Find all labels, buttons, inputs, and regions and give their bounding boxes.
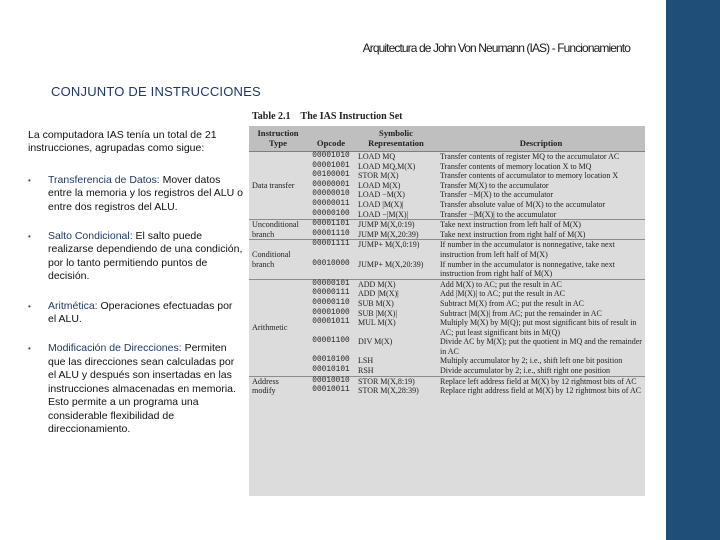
bullet-dot-icon: •	[28, 175, 31, 185]
table-row	[249, 386, 645, 396]
description-cell: Take next instruction from right half of M(X)	[440, 229, 586, 239]
table-row	[249, 309, 645, 319]
symbol-cell: JUMP M(X,0:19)	[355, 220, 437, 230]
description-cell: Replace left address field at M(X) by 12 rightmost bits of AC	[437, 376, 645, 386]
table-row	[249, 230, 645, 240]
description-cell: Subtract |M(X)| from AC; put the remainder in AC	[440, 308, 602, 318]
opcode-cell: 00001110	[312, 229, 350, 238]
symbol-cell: LOAD −M(X)	[358, 190, 405, 200]
symbol-cell: SUB |M(X)|	[358, 308, 397, 318]
symbol-cell: JUMP+ M(X,0:19)	[355, 240, 437, 260]
table-row	[249, 240, 645, 260]
opcode-cell: 00000101	[307, 279, 355, 289]
opcode-cell: 00001000	[312, 308, 350, 317]
section-subtitle: CONJUNTO DE INSTRUCCIONES	[51, 84, 261, 99]
header-symbolic-representation: Symbolic Representation	[355, 126, 437, 152]
table-caption-title: The IAS Instruction Set	[300, 111, 403, 122]
ias-instruction-table-figure	[249, 108, 645, 496]
description-cell: Multiply M(X) by M(Q); put most significant bits of result in AC; put least significant bits in M(Q)	[440, 318, 637, 337]
bullet-dot-icon: •	[28, 344, 31, 354]
instruction-type-cell: Unconditional branch	[249, 220, 307, 240]
description-cell: If number in the accumulator is nonnegative, take next instruction from left half of M(X)	[437, 240, 645, 260]
left-text-column	[28, 129, 243, 452]
header-opcode: Opcode	[307, 126, 355, 152]
instruction-group-item	[28, 230, 243, 284]
instruction-type-cell: Address modify	[249, 376, 307, 396]
symbol-cell: JUMP+ M(X,20:39)	[358, 259, 424, 269]
table-row	[249, 152, 645, 162]
bullet-dot-icon: •	[28, 232, 31, 242]
opcode-cell: 00001111	[307, 240, 355, 260]
table-row	[249, 200, 645, 210]
instruction-group-list	[28, 174, 243, 437]
table-row	[249, 366, 645, 376]
description-cell: Take next instruction from left half of M(X)	[437, 220, 645, 230]
description-cell: Transfer absolute value of M(X) to the accumulator	[440, 199, 606, 209]
opcode-cell: 00000111	[312, 289, 350, 298]
description-cell: Transfer −|M(X)| to the accumulator	[440, 209, 557, 219]
table-row	[249, 171, 645, 181]
table-row	[249, 279, 645, 289]
opcode-cell: 00010000	[312, 259, 350, 268]
table-row	[249, 220, 645, 230]
bullet-label: Modificación de Direcciones:	[48, 342, 182, 355]
symbol-cell: DIV M(X)	[358, 337, 393, 347]
bullet-text: Operaciones efectuadas por el ALU.	[48, 299, 233, 326]
table-row	[249, 210, 645, 220]
slide-title: Arquitectura de John Von Neumann (IAS) - Funcionamiento	[362, 41, 630, 55]
description-cell: Transfer contents of memory location X to MQ	[440, 161, 592, 171]
symbol-cell: SUB M(X)	[358, 298, 394, 308]
symbol-cell: RSH	[358, 366, 374, 376]
table-row	[249, 318, 645, 337]
bullet-dot-icon: •	[28, 301, 31, 311]
bullet-label: Salto Condicional:	[48, 230, 133, 243]
table-header-row	[249, 126, 645, 152]
instruction-type-cell: Arithmetic	[249, 279, 307, 376]
table-row	[249, 162, 645, 172]
description-cell: Transfer −M(X) to the accumulator	[440, 190, 554, 200]
symbol-cell: ADD |M(X)|	[358, 289, 399, 299]
instruction-type-cell: Conditional branch	[249, 240, 307, 279]
symbol-cell: LOAD M(X)	[358, 180, 401, 190]
opcode-cell: 00010011	[312, 386, 350, 395]
table-row	[249, 376, 645, 386]
bullet-label: Aritmética:	[48, 299, 98, 312]
description-cell: Multiply accumulator by 2; i.e., shift left one bit position	[440, 356, 623, 366]
decorative-side-bar	[666, 0, 720, 540]
opcode-cell: 00001011	[312, 318, 350, 327]
opcode-cell: 00000010	[312, 190, 350, 199]
table-row	[249, 260, 645, 280]
opcode-cell: 00000001	[312, 180, 350, 189]
opcode-cell: 00100001	[312, 171, 350, 180]
header-instruction-type: Instruction Type	[249, 126, 307, 152]
opcode-cell: 00010010	[307, 376, 355, 386]
symbol-cell: LOAD MQ,M(X)	[358, 161, 416, 171]
instruction-type-cell: Data transfer	[249, 152, 307, 220]
opcode-cell: 00001101	[307, 220, 355, 230]
table-row	[249, 337, 645, 356]
symbol-cell: ADD M(X)	[355, 279, 437, 289]
opcode-cell: 00001100	[312, 337, 350, 346]
symbol-cell: LOAD MQ	[355, 152, 437, 162]
ias-instruction-table	[249, 126, 645, 396]
description-cell: Subtract M(X) from AC; put the result in AC	[440, 298, 584, 308]
table-row	[249, 289, 645, 299]
description-cell: Replace right address field at M(X) by 12 rightmost bits of AC	[440, 386, 642, 396]
opcode-cell: 00000110	[312, 298, 350, 307]
bullet-text: Permiten que las direcciones sean calculadas por el ALU y después son insertadas en las instrucciones almacenadas en memoria. Esto permite a un programa una considerable flexibilidad de direccionamiento.	[48, 342, 236, 435]
table-row	[249, 190, 645, 200]
symbol-cell: STOR M(X,28:39)	[358, 386, 419, 396]
header-description: Description	[437, 126, 645, 152]
table-row	[249, 299, 645, 309]
instruction-group-item	[28, 300, 243, 327]
instruction-group-item	[28, 342, 243, 436]
description-cell: Divide AC by M(X); put the quotient in MQ and the remainder in AC	[440, 337, 642, 356]
table-row	[249, 181, 645, 191]
bullet-text: El salto puede realizarse dependiendo de una condición, por lo tanto permitiendo puntos de decisión.	[48, 230, 243, 283]
description-cell: Add M(X) to AC; put the result in AC	[437, 279, 645, 289]
description-cell: Transfer contents of accumulator to memory location X	[440, 171, 619, 181]
symbol-cell: JUMP M(X,20:39)	[358, 229, 419, 239]
opcode-cell: 00000100	[312, 209, 350, 218]
opcode-cell: 00001001	[312, 161, 350, 170]
description-cell: Transfer M(X) to the accumulator	[440, 180, 549, 190]
bullet-label: Transferencia de Datos:	[48, 173, 160, 186]
opcode-cell: 00010100	[312, 356, 350, 365]
table-row	[249, 356, 645, 366]
description-cell: Transfer contents of register MQ to the accumulator AC	[437, 152, 645, 162]
opcode-cell: 00000011	[312, 199, 350, 208]
symbol-cell: LOAD −|M(X)|	[358, 209, 409, 219]
description-cell: Divide accumulator by 2; i.e., shift right one position	[440, 366, 610, 376]
description-cell: If number in the accumulator is nonnegative, take next instruction from right half of M(X)	[440, 259, 615, 279]
symbol-cell: STOR M(X)	[358, 171, 399, 181]
symbol-cell: MUL M(X)	[358, 318, 396, 328]
symbol-cell: STOR M(X,8:19)	[355, 376, 437, 386]
table-caption	[249, 108, 645, 126]
instruction-group-item	[28, 174, 243, 214]
symbol-cell: LOAD |M(X)|	[358, 199, 404, 209]
symbol-cell: LSH	[358, 356, 374, 366]
intro-paragraph: La computadora IAS tenía un total de 21 instrucciones, agrupadas como sigue:	[28, 129, 217, 155]
bullet-text: Mover datos entre la memoria y los registros del ALU o entre dos registros del ALU.	[48, 173, 243, 213]
table-caption-number: Table 2.1	[252, 111, 291, 122]
description-cell: Add |M(X)| to AC; put the result in AC	[440, 289, 565, 299]
opcode-cell: 00010101	[312, 366, 350, 375]
opcode-cell: 00001010	[307, 152, 355, 162]
